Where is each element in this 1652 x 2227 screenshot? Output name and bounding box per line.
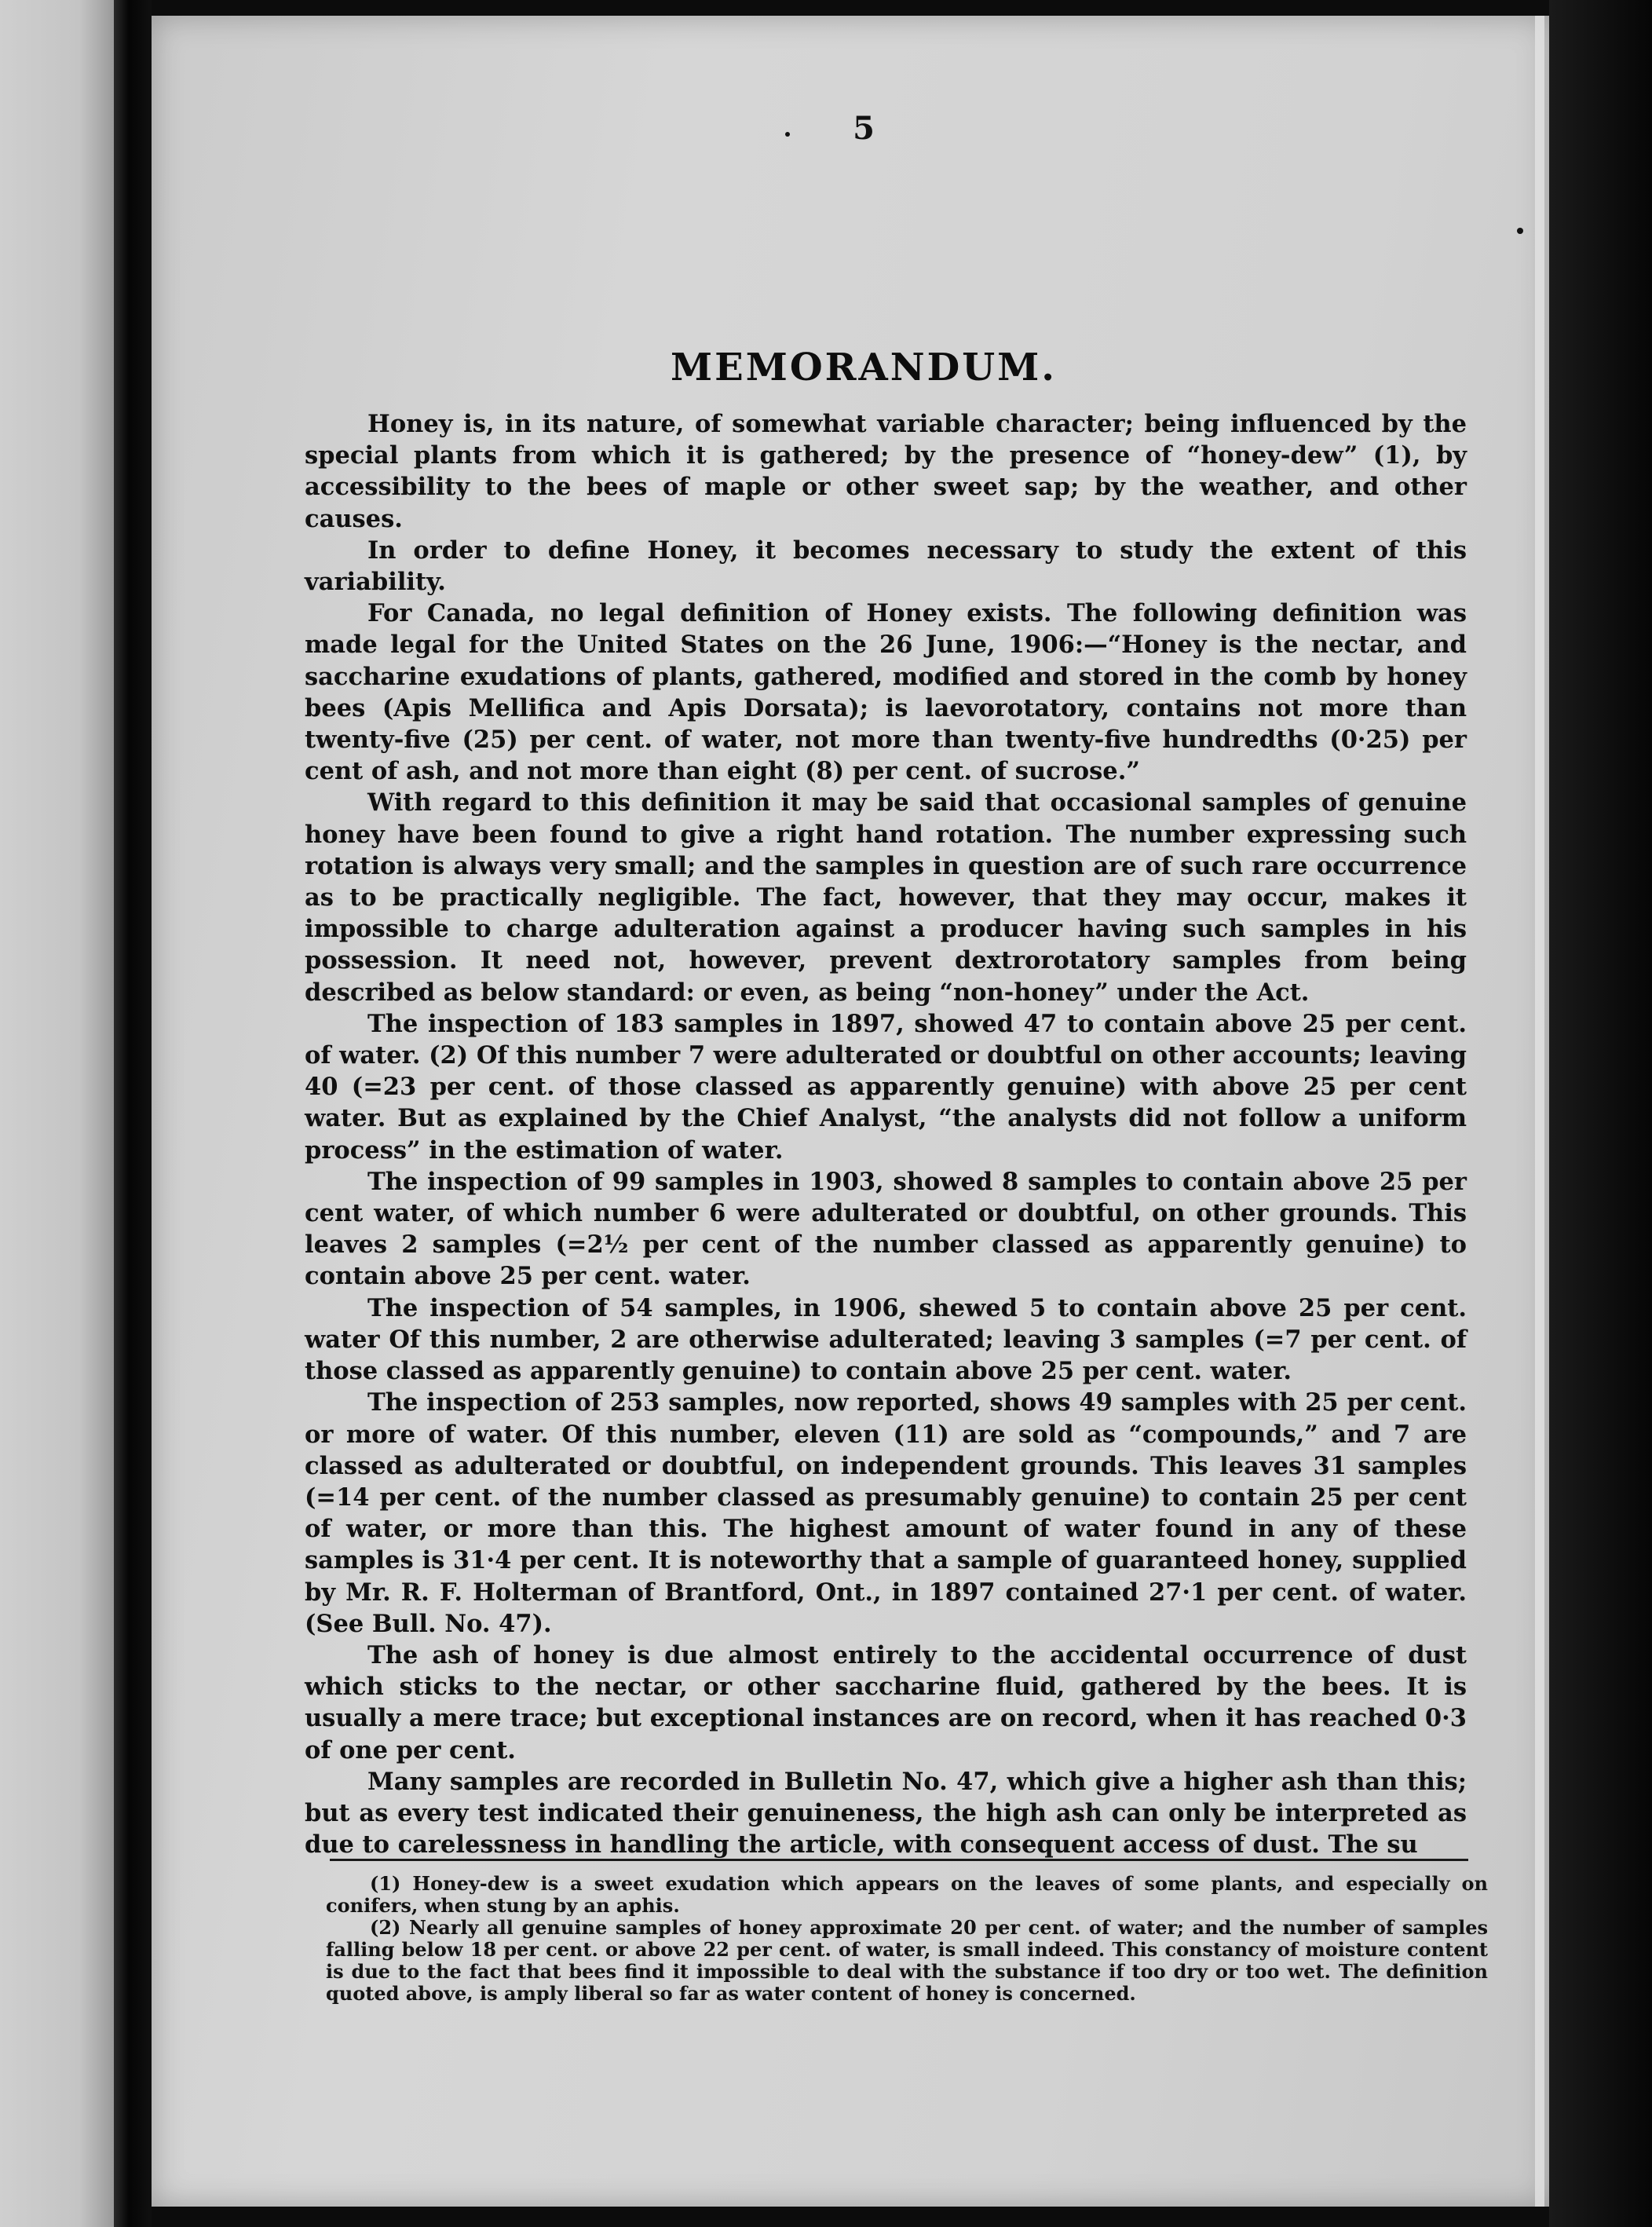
facing-page-edge <box>0 0 114 2227</box>
paragraph: In order to define Honey, it becomes necessary to study the extent of this variability. <box>305 536 1467 597</box>
paragraph: The inspection of 54 samples, in 1906, shewed 5 to contain above 25 per cent. water Of this number, 2 are otherwise adulterated; leaving 3 samples (=7 per cent. of those classed as apparently genuine) to contain above 25 per cent. water. <box>305 1293 1467 1386</box>
footnote: (2) Nearly all genuine samples of honey approximate 20 per cent. of water; and the number of samples falling below 18 per cent. or above 22 per cent. of water, is small indeed. This constancy of moisture content is due to the fact that bees find it impossible to deal with the substance if too dry or too wet. The definition quoted above, is amply liberal so far as water content of honey is concerned. <box>326 1916 1488 2005</box>
paragraph: With regard to this definition it may be said that occasional samples of genuine honey have been found to give a right hand rotation. The number expressing such rotation is always very small; and the samples in question are of such rare occurrence as to be practically negligible. The fact, however, that they may occur, makes it impossible to charge adulteration against a producer having such samples in his possession. It need not, however, prevent dextrorotatory samples from being described as below standard: or even, as being “non-honey” under the Act. <box>305 788 1467 1007</box>
page-edge-highlight <box>1535 16 1544 2207</box>
paragraph: For Canada, no legal definition of Honey exists. The following definition was made legal for the United States on the 26 June, 1906:—“Honey is the nectar, and saccharine exudations of plants, gathered, modified and stored in the comb by honey bees (Apis Mellifica and Apis Dorsata); is laevorotatory, contains not more than twenty-five (25) per cent. of water, not more than twenty-five hundredths (0·25) per cent of ash, and not more than eight (8) per cent. of sucrose.” <box>305 599 1467 786</box>
footnotes <box>326 1873 1488 2005</box>
footnote: (1) Honey-dew is a sweet exudation which appears on the leaves of some plants, and especially on conifers, when stung by an aphis. <box>326 1872 1488 1917</box>
memorandum-heading: MEMORANDUM. <box>671 346 1057 389</box>
speck-mark <box>785 132 790 137</box>
speck-mark <box>1517 228 1523 234</box>
paragraph: The inspection of 253 samples, now reported, shows 49 samples with 25 per cent. or more of water. Of this number, eleven (11) are sold as “compounds,” and 7 are classed as adulterated or doubtful, on independent grounds. This leaves 31 samples (=14 per cent. of the number classed as presumably genuine) to contain 25 per cent of water, or more than this. The highest amount of water found in any of these samples is 31·4 per cent. It is noteworthy that a sample of guaranteed honey, supplied by Mr. R. F. Holterman of Brantford, Ont., in 1897 contained 27·1 per cent. of water. (See Bull. No. 47). <box>305 1388 1467 1638</box>
paragraph: Many samples are recorded in Bulletin No. 47, which give a higher ash than this; but as every test indicated their genuineness, the high ash can only be interpreted as due to carelessness in handling the article, with consequent access of dust. The su <box>305 1767 1467 1859</box>
scan-background-right <box>1549 0 1652 2227</box>
paragraph: The ash of honey is due almost entirely to the accidental occurrence of dust which sticks to the nectar, or other saccharine fluid, gathered by the bees. It is usually a mere trace; but exceptional instances are on record, when it has reached 0·3 of one per cent. <box>305 1640 1467 1764</box>
book-gutter <box>114 0 152 2227</box>
paragraph: The inspection of 183 samples in 1897, showed 47 to contain above 25 per cent. of water. (2) Of this number 7 were adulterated or doubtful on other accounts; leaving 40 (=23 per cent. of those classed as apparently genuine) with above 25 per cent water. But as explained by the Chief Analyst, “the analysts did not follow a uniform process” in the estimation of water. <box>305 1009 1467 1165</box>
paragraph: The inspection of 99 samples in 1903, showed 8 samples to contain above 25 per cent water, of which number 6 were adulterated or doubtful, on other grounds. This leaves 2 samples (=2½ per cent of the number classed as apparently genuine) to contain above 25 per cent. water. <box>305 1167 1467 1291</box>
footnote-divider <box>330 1859 1468 1861</box>
paragraph: Honey is, in its nature, of somewhat variable character; being influenced by the special plants from which it is gathered; by the presence of “honey-dew” (1), by accessibility to the bees of maple or other sweet sap; by the weather, and other causes. <box>305 410 1467 533</box>
page-number: 5 <box>853 110 875 147</box>
memorandum-body <box>305 408 1467 1860</box>
